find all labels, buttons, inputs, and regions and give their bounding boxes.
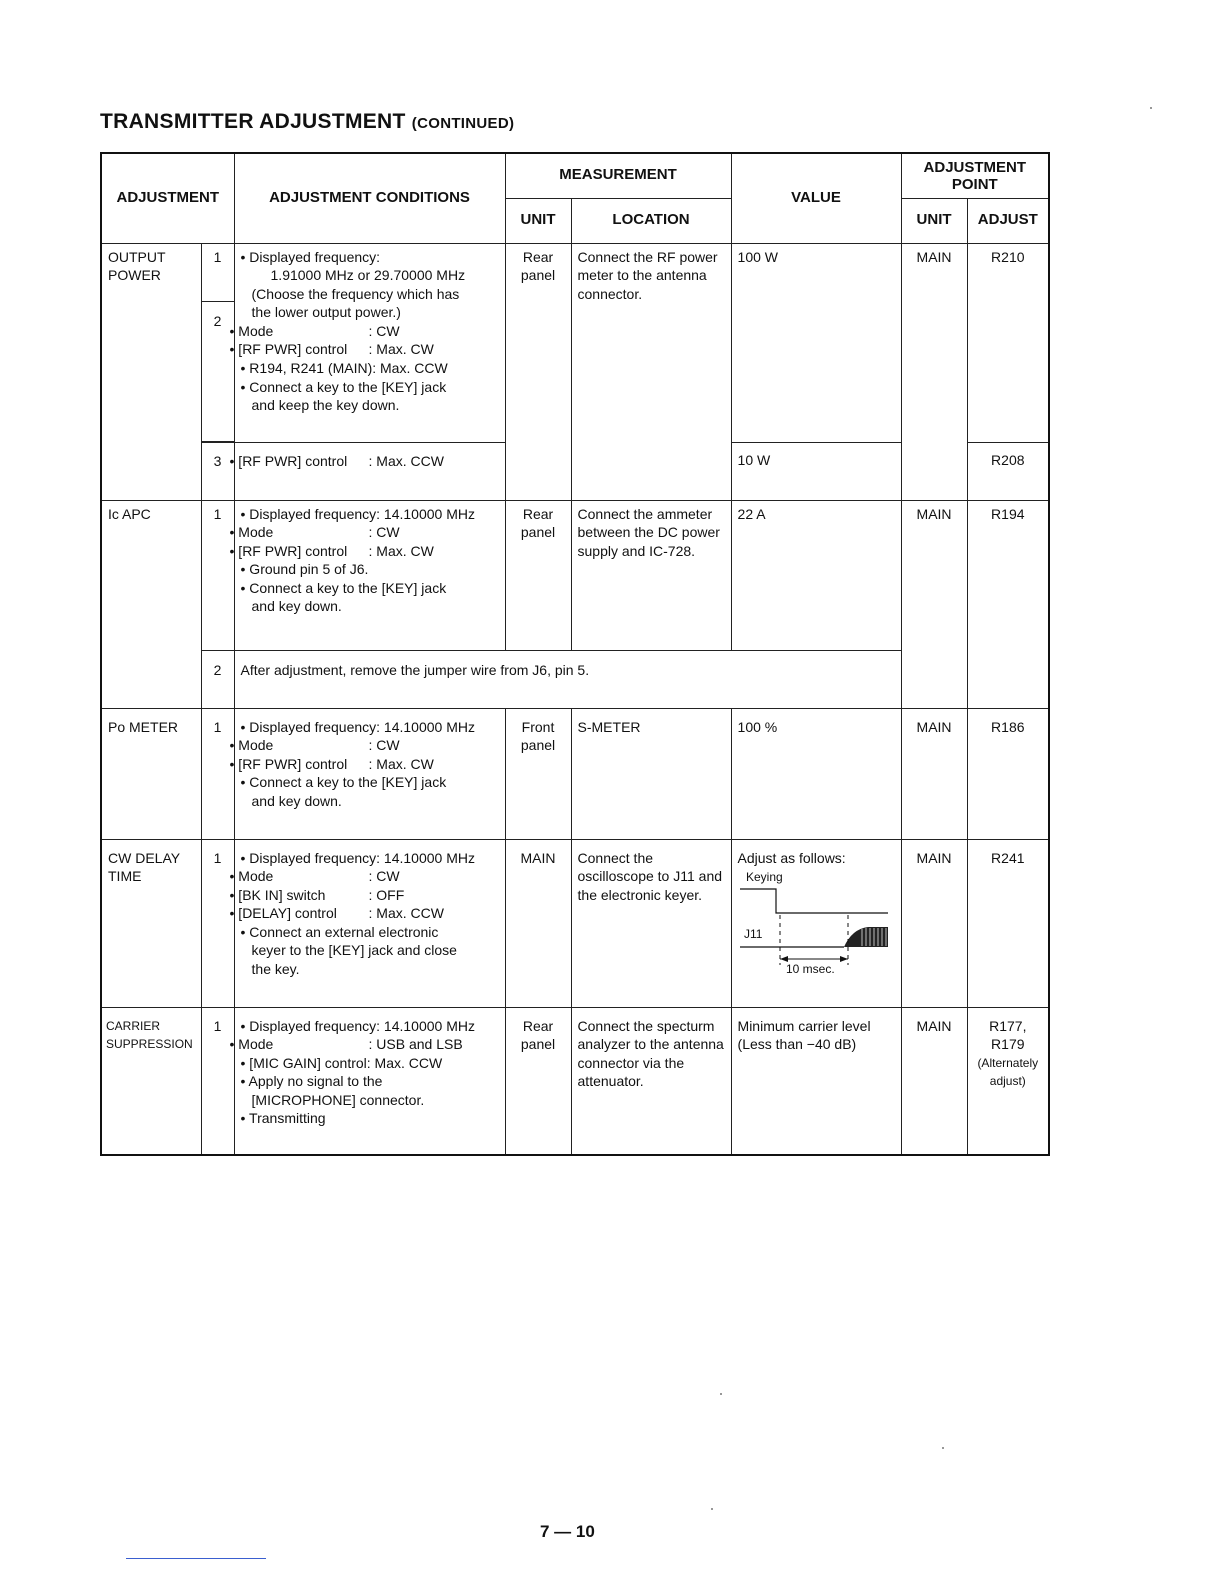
header-meas-unit: UNIT xyxy=(505,198,571,243)
po-meter-location-cell xyxy=(571,708,731,839)
output-power-adjust-1: R210 xyxy=(991,248,1025,265)
carrier-ap-unit: MAIN xyxy=(916,1017,952,1034)
output-power-adjust-3: R208 xyxy=(991,451,1025,468)
ic-apc-step-2-cell xyxy=(201,650,234,708)
ic-apc-location: Connect the ammeter between the DC power supply and IC-728. xyxy=(577,505,720,559)
output-power-value-1: 100 W xyxy=(737,248,778,265)
ic-apc-meas-unit-cell xyxy=(505,500,571,650)
ic-apc-step-2: 2 xyxy=(213,661,222,678)
cw-delay-meas-unit-cell xyxy=(505,839,571,1007)
ic-apc-adjust: R194 xyxy=(991,505,1025,522)
header-value: VALUE xyxy=(731,153,901,243)
output-power-name-cell xyxy=(101,243,201,500)
carrier-value-cell xyxy=(731,1007,901,1155)
cw-delay-conditions: • Displayed frequency: 14.10000 MHz • Mode : CW • [BK IN] switch : OFF • [DELAY] control : Max. CCW • Connect an external electronic keyer to the [KEY] jack and close the key. xyxy=(234,839,505,1007)
ic-apc-ap-unit-cell xyxy=(901,500,967,708)
keying-waveform xyxy=(740,889,888,913)
carrier-name: CARRIER SUPPRESSION xyxy=(106,1018,193,1052)
carrier-location: Connect the specturm analyzer to the antenna connector via the attenuator. xyxy=(577,1017,724,1090)
ic-apc-row-1 xyxy=(101,500,1049,650)
ic-apc-adjust-cell xyxy=(967,500,1049,708)
carrier-name-cell xyxy=(101,1007,201,1155)
footer-rule xyxy=(126,1558,266,1559)
page-number: 7 — 10 xyxy=(540,1522,595,1541)
po-meter-ap-unit-cell xyxy=(901,708,967,839)
po-meter-conditions: • Displayed frequency: 14.10000 MHz • Mode : CW • [RF PWR] control : Max. CW • Connect a key to the [KEY] jack and key down. xyxy=(234,708,505,839)
carrier-location-cell xyxy=(571,1007,731,1155)
carrier-adjust-c: (Alternately adjust) xyxy=(977,1055,1039,1089)
po-meter-ap-unit: MAIN xyxy=(916,718,952,735)
cw-delay-adjust: R241 xyxy=(991,849,1025,866)
carrier-ap-unit-cell xyxy=(901,1007,967,1155)
cw-delay-row xyxy=(101,839,1049,1007)
carrier-step: 1 xyxy=(213,1017,222,1034)
po-meter-name-cell xyxy=(101,708,201,839)
ic-apc-name: Ic APC xyxy=(108,505,151,522)
carrier-row xyxy=(101,1007,1049,1155)
carrier-conditions: • Displayed frequency: 14.10000 MHz • Mode : USB and LSB • [MIC GAIN] control: Max. CCW • Apply no signal to the [MICROPHONE] connector. • Transmitting xyxy=(234,1007,505,1155)
cw-delay-name: CW DELAY TIME xyxy=(108,849,180,885)
carrier-value: Minimum carrier level (Less than −40 dB) xyxy=(737,1017,871,1053)
carrier-adjust-a: R177, xyxy=(989,1017,1027,1034)
header-measurement: MEASUREMENT xyxy=(505,153,731,198)
ic-apc-value-cell xyxy=(731,500,901,650)
po-meter-name: Po METER xyxy=(108,718,179,735)
scan-speck xyxy=(720,1393,722,1395)
header-adjustment-point: ADJUSTMENT POINT xyxy=(901,153,1049,198)
cw-delay-ap-unit-cell xyxy=(901,839,967,1007)
po-meter-row xyxy=(101,708,1049,839)
po-meter-adjust-cell xyxy=(967,708,1049,839)
output-power-step-2: 2 xyxy=(213,312,222,329)
output-power-adjust-1-cell xyxy=(967,243,1049,442)
cw-delay-value-cell xyxy=(731,839,901,1007)
po-meter-value: 100 % xyxy=(737,718,778,735)
po-meter-location: S-METER xyxy=(577,718,641,735)
page-title xyxy=(100,110,514,134)
header-ap-unit: UNIT xyxy=(901,198,967,243)
carrier-step-cell xyxy=(201,1007,234,1155)
output-power-value-3-cell xyxy=(731,442,901,500)
output-power-adjust-3-cell xyxy=(967,442,1049,500)
output-power-meas-unit-cell xyxy=(505,243,571,500)
output-power-location: Connect the RF power meter to the antenna connector. xyxy=(577,248,718,302)
output-power-row-1 xyxy=(101,243,1049,301)
cw-delay-value: Adjust as follows: xyxy=(737,849,846,866)
output-power-ap-unit: MAIN xyxy=(916,248,952,265)
ic-apc-meas-unit: Rear panel xyxy=(520,505,556,541)
output-power-name: OUTPUT POWER xyxy=(108,248,166,284)
output-power-conditions: • Displayed frequency: 1.91000 MHz or 29.70000 MHz (Choose the frequency which has the lower output power.) • Mode : CW • [RF PWR] control : Max. CW • R194, R241 (MAIN): Max. CCW • Connect a key to the [KEY] jack and keep the key down. xyxy=(234,243,505,442)
ic-apc-location-cell xyxy=(571,500,731,650)
ic-apc-name-cell xyxy=(101,500,201,708)
po-meter-step-cell xyxy=(201,708,234,839)
diagram-j11-label: J11 xyxy=(743,927,762,942)
output-power-ap-unit-cell xyxy=(901,243,967,500)
output-power-step-1: 1 xyxy=(213,248,222,265)
ic-apc-step-2-note-cell xyxy=(234,650,901,708)
ic-apc-value: 22 A xyxy=(737,505,766,522)
ic-apc-step-2-note: After adjustment, remove the jumper wire from J6, pin 5. xyxy=(240,661,590,678)
keying-timing-diagram xyxy=(736,867,896,977)
output-power-meas-unit: Rear panel xyxy=(520,248,556,284)
header-meas-location: LOCATION xyxy=(571,198,731,243)
adjustment-table xyxy=(100,152,1050,1156)
cw-delay-location-cell xyxy=(571,839,731,1007)
scan-speck xyxy=(942,1447,944,1449)
header-ap-adjust: ADJUST xyxy=(967,198,1049,243)
cw-delay-location: Connect the oscilloscope to J11 and the electronic keyer. xyxy=(577,849,723,903)
cw-delay-ap-unit: MAIN xyxy=(916,849,952,866)
carrier-adjust-b: R179 xyxy=(991,1036,1025,1053)
po-meter-meas-unit: Front panel xyxy=(520,718,556,754)
scan-speck xyxy=(711,1508,713,1510)
po-meter-meas-unit-cell xyxy=(505,708,571,839)
output-power-step-3-cell xyxy=(201,442,234,500)
carrier-meas-unit-cell xyxy=(505,1007,571,1155)
po-meter-adjust: R186 xyxy=(991,718,1025,735)
cw-delay-adjust-cell xyxy=(967,839,1049,1007)
diagram-time-label: 10 msec. xyxy=(785,962,835,977)
ic-apc-step-1: 1 xyxy=(213,505,222,522)
cw-delay-step-cell xyxy=(201,839,234,1007)
ic-apc-ap-unit: MAIN xyxy=(916,505,952,522)
cw-delay-meas-unit: MAIN xyxy=(520,849,556,866)
cw-delay-step: 1 xyxy=(213,849,222,866)
output-power-step-3: 3 xyxy=(213,452,222,469)
po-meter-value-cell xyxy=(731,708,901,839)
header-adjustment: ADJUSTMENT xyxy=(101,153,234,243)
carrier-adjust-cell xyxy=(967,1007,1049,1155)
arrow-right xyxy=(840,956,848,962)
diagram-keying-label: Keying xyxy=(745,870,783,885)
header-conditions: ADJUSTMENT CONDITIONS xyxy=(234,153,505,243)
output-power-value-1-cell xyxy=(731,243,901,442)
header-row-1 xyxy=(101,153,1049,198)
output-power-step-1-cell xyxy=(201,243,234,301)
scan-speck xyxy=(1150,107,1152,109)
po-meter-step: 1 xyxy=(213,718,222,735)
carrier-meas-unit: Rear panel xyxy=(520,1017,556,1053)
output-power-location-cell xyxy=(571,243,731,500)
output-power-value-3: 10 W xyxy=(737,451,771,468)
ic-apc-conditions: • Displayed frequency: 14.10000 MHz • Mode : CW • [RF PWR] control : Max. CW • Ground pin 5 of J6. • Connect a key to the [KEY] jack and key down. xyxy=(234,500,505,650)
title-main: TRANSMITTER ADJUSTMENT xyxy=(100,110,406,133)
cw-delay-name-cell xyxy=(101,839,201,1007)
output-power-step-3-conditions: • [RF PWR] control : Max. CCW xyxy=(234,442,505,500)
title-sub: (CONTINUED) xyxy=(411,115,515,132)
